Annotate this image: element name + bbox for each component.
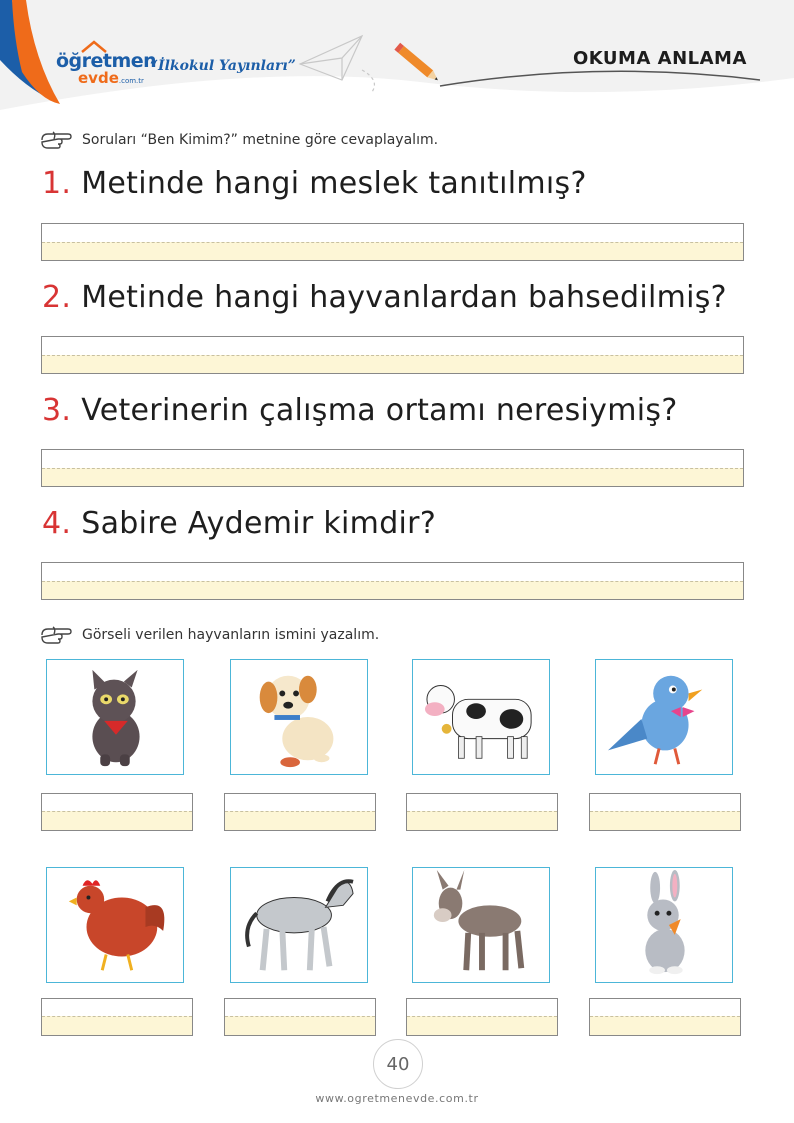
question-text: Sabire Aydemir kimdir? bbox=[81, 506, 437, 541]
instruction-animals-text: Görseli verilen hayvanların ismini yazalım. bbox=[82, 627, 380, 643]
animal-name-field-3[interactable] bbox=[406, 793, 558, 831]
logo-text-bottom bbox=[78, 71, 156, 88]
dog-picture bbox=[230, 659, 368, 775]
animal-name-field-2[interactable] bbox=[224, 793, 376, 831]
logo-text-evde: evde bbox=[78, 69, 119, 87]
hen-picture bbox=[46, 867, 184, 983]
cow-illustration bbox=[413, 660, 549, 774]
animal-name-field-8[interactable] bbox=[589, 998, 741, 1036]
animal-name-field-4[interactable] bbox=[589, 793, 741, 831]
animal-name-field-1[interactable] bbox=[41, 793, 193, 831]
question-text: Metinde hangi hayvanlardan bahsedilmiş? bbox=[81, 280, 727, 315]
answer-field-3[interactable] bbox=[41, 449, 744, 487]
hen-illustration bbox=[47, 868, 183, 982]
question-number: 1. bbox=[42, 166, 72, 201]
question-text: Metinde hangi meslek tanıtılmış? bbox=[81, 166, 587, 201]
answer-field-4[interactable] bbox=[41, 562, 744, 600]
cat-illustration bbox=[47, 660, 183, 774]
question-1 bbox=[42, 166, 587, 201]
instruction-questions-text: Soruları “Ben Kimim?” metnine göre cevaplayalım. bbox=[82, 132, 439, 148]
question-number: 2. bbox=[42, 280, 72, 315]
section-title: OKUMA ANLAMA bbox=[573, 48, 747, 69]
question-text: Veterinerin çalışma ortamı neresiymiş? bbox=[81, 393, 678, 428]
cat-picture bbox=[46, 659, 184, 775]
dog-illustration bbox=[231, 660, 367, 774]
question-number: 4. bbox=[42, 506, 72, 541]
question-number: 3. bbox=[42, 393, 72, 428]
horse-illustration bbox=[231, 868, 367, 982]
rabbit-illustration bbox=[596, 868, 732, 982]
footer-website: www.ogretmenevde.com.tr bbox=[315, 1092, 479, 1105]
rabbit-picture bbox=[595, 867, 733, 983]
logo-text-top: öğretmen bbox=[56, 50, 157, 72]
cow-picture bbox=[412, 659, 550, 775]
horse-picture bbox=[230, 867, 368, 983]
donkey-picture bbox=[412, 867, 550, 983]
logo-domain: .com.tr bbox=[118, 77, 144, 85]
pointing-hand-icon bbox=[40, 625, 72, 645]
answer-field-2[interactable] bbox=[41, 336, 744, 374]
animal-name-field-5[interactable] bbox=[41, 998, 193, 1036]
bird-picture bbox=[595, 659, 733, 775]
animal-name-field-6[interactable] bbox=[224, 998, 376, 1036]
animal-name-field-7[interactable] bbox=[406, 998, 558, 1036]
publisher-name: “İlkokul Yayınları” bbox=[150, 58, 296, 74]
instruction-questions bbox=[40, 130, 438, 150]
donkey-illustration bbox=[413, 868, 549, 982]
publisher-logo bbox=[56, 52, 156, 88]
answer-field-1[interactable] bbox=[41, 223, 744, 261]
instruction-animals bbox=[40, 625, 379, 645]
question-4 bbox=[42, 506, 436, 541]
pointing-hand-icon bbox=[40, 130, 72, 150]
page-number: 40 bbox=[373, 1039, 423, 1089]
question-2 bbox=[42, 280, 727, 315]
bird-illustration bbox=[596, 660, 732, 774]
question-3 bbox=[42, 393, 678, 428]
